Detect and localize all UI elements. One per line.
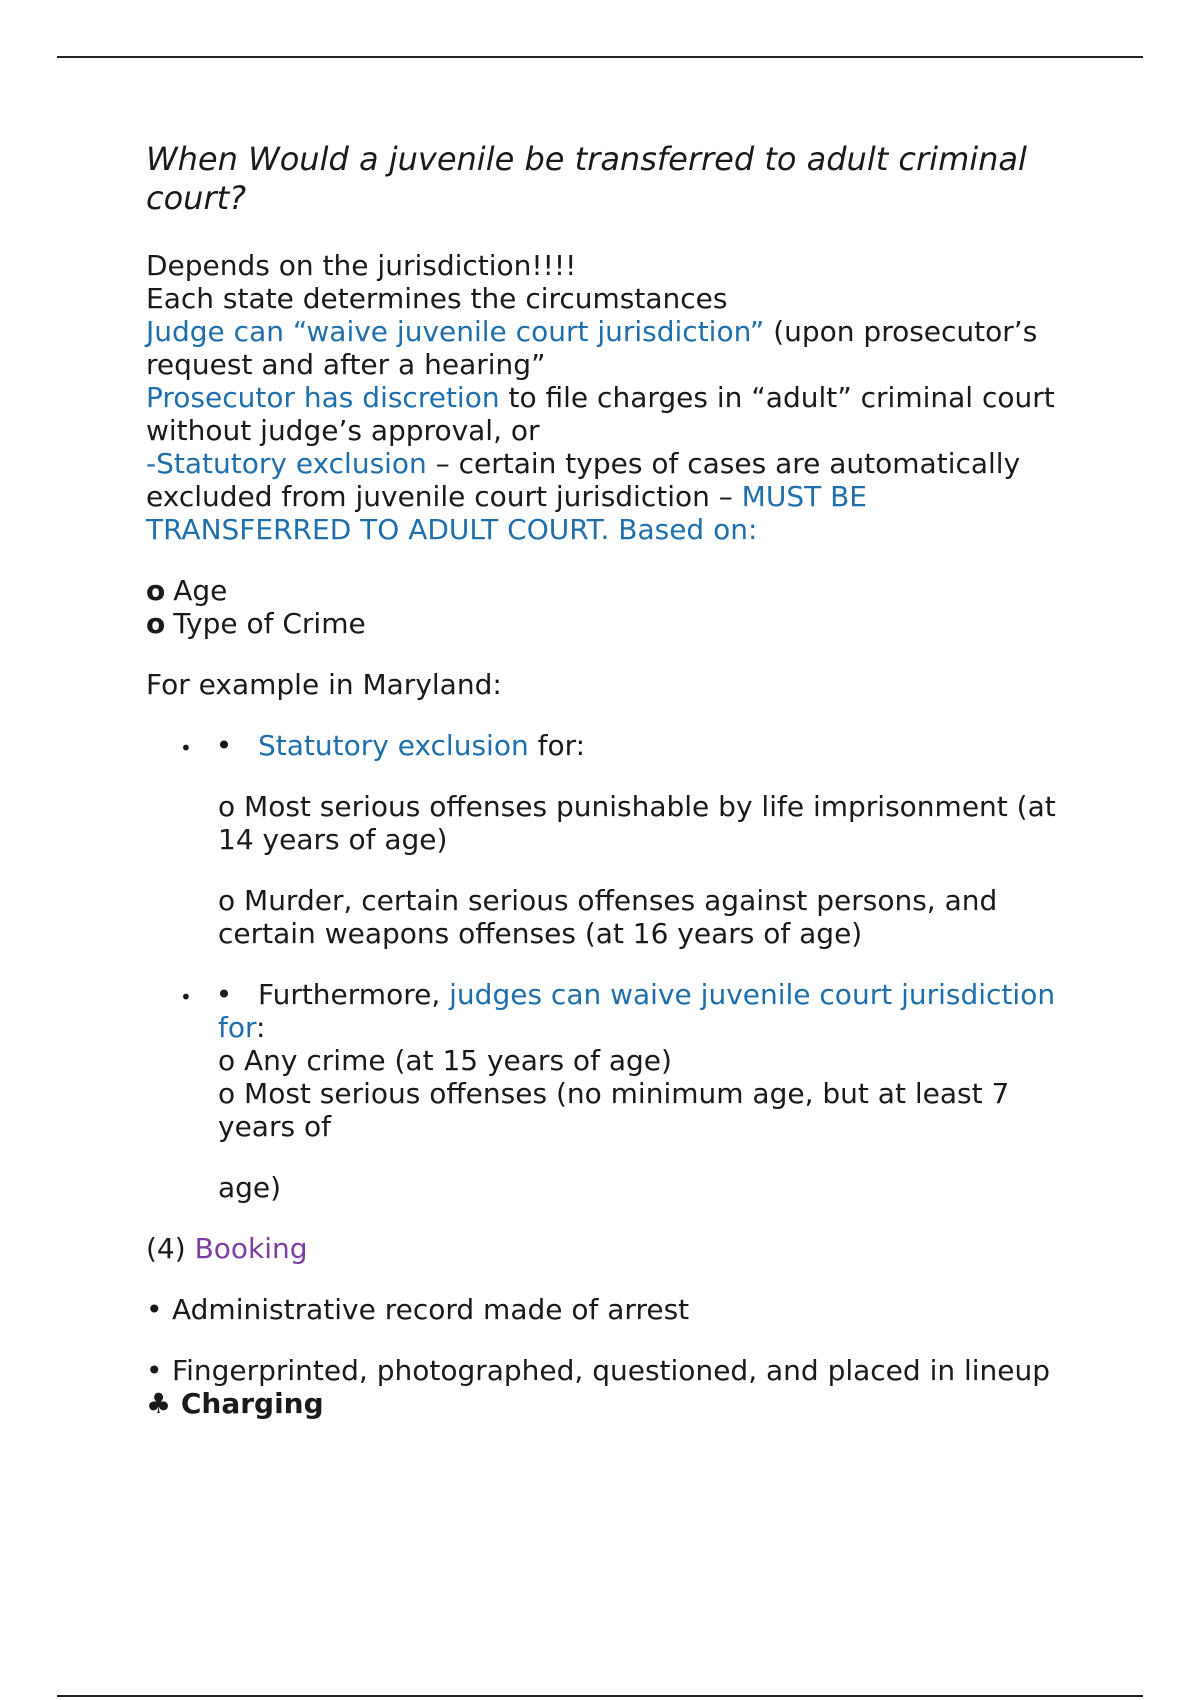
spacer — [146, 1326, 1076, 1354]
intro-line-1: Depends on the jurisdiction!!!! — [146, 249, 577, 282]
circle-bullet-icon: o — [146, 574, 166, 607]
bottom-rule — [57, 1695, 1143, 1697]
statutory-text — [146, 447, 1076, 546]
intro-block — [146, 249, 1076, 546]
judge-waiver-highlight: Judge can “waive juvenile court jurisdiction” — [146, 315, 765, 348]
statutory-sub-2: o Murder, certain serious offenses against persons, and certain weapons offenses (at 16 years of age) — [218, 884, 998, 950]
prosecutor-highlight: Prosecutor has discretion — [146, 381, 500, 414]
booking-heading — [146, 1232, 1076, 1265]
judges-pre: Furthermore, — [258, 978, 450, 1011]
spacer — [146, 640, 1076, 668]
intro-line-2: Each state determines the circumstances — [146, 282, 728, 315]
double-bullet-icon: • • — [180, 978, 233, 1011]
judges-post: : — [256, 1011, 266, 1044]
booking-item-1: Administrative record made of arrest — [172, 1293, 690, 1326]
spacer — [146, 950, 1076, 978]
double-bullet-icon: • • — [180, 729, 233, 762]
judge-waiver-rest: (upon prosecutor’s request and after a hearing” — [146, 315, 1038, 381]
example-intro: For example in Maryland: — [146, 668, 502, 701]
maryland-item-judges — [146, 978, 1076, 1044]
judges-sub-2: o Most serious offenses (no minimum age, but at least 7 years of — [218, 1077, 1010, 1143]
statutory-rest: – certain types of cases are automatically excluded from juvenile court jurisdiction – — [146, 447, 1021, 513]
prosecutor-rest: to file charges in “adult” criminal court without judge’s approval, or — [146, 381, 1055, 447]
spacer — [146, 856, 1076, 884]
circle-bullet-icon: o — [146, 607, 166, 640]
prosecutor-text — [146, 381, 1076, 447]
statutory-exclusion-highlight: Statutory exclusion — [258, 729, 529, 762]
list-item — [146, 607, 1076, 640]
basis-item-crime: Type of Crime — [173, 607, 366, 640]
list-item — [146, 1293, 1076, 1326]
must-be-transferred-highlight: MUST BE TRANSFERRED TO ADULT COURT. Based on: — [146, 480, 868, 546]
judges-waive-highlight: judges can waive juvenile court jurisdiction for — [218, 978, 1056, 1044]
spacer — [146, 762, 1076, 790]
judges-sub-1: o Any crime (at 15 years of age) — [218, 1044, 672, 1077]
list-item — [146, 1354, 1076, 1387]
spacer — [146, 546, 1076, 574]
booking-number: (4) — [146, 1232, 195, 1265]
list-item — [146, 574, 1076, 607]
spacer — [146, 1204, 1076, 1232]
spacer — [146, 701, 1076, 729]
top-rule — [57, 56, 1143, 58]
bullet-icon: • — [146, 1354, 163, 1387]
judge-waiver-text — [146, 315, 1076, 381]
statutory-highlight: -Statutory exclusion — [146, 447, 427, 480]
statutory-exclusion-rest: for: — [528, 729, 586, 762]
maryland-item-statutory — [146, 729, 1076, 762]
basis-list — [146, 574, 1076, 640]
booking-item-2: Fingerprinted, photographed, questioned, and placed in lineup — [172, 1354, 1051, 1387]
judges-sub-3: age) — [218, 1171, 282, 1204]
booking-title: Booking — [194, 1232, 308, 1265]
document-body — [146, 140, 1076, 1420]
basis-item-age: Age — [173, 574, 228, 607]
spacer — [146, 1265, 1076, 1293]
bullet-icon: • — [146, 1293, 163, 1326]
section-heading: When Would a juvenile be transferred to adult criminal court? — [146, 140, 1027, 217]
spacer — [146, 1143, 1076, 1171]
statutory-sub-1: o Most serious offenses punishable by life imprisonment (at 14 years of age) — [218, 790, 1056, 856]
charging-heading — [146, 1387, 1076, 1420]
club-icon: ♣ — [146, 1387, 172, 1420]
charging-label: Charging — [180, 1387, 324, 1420]
